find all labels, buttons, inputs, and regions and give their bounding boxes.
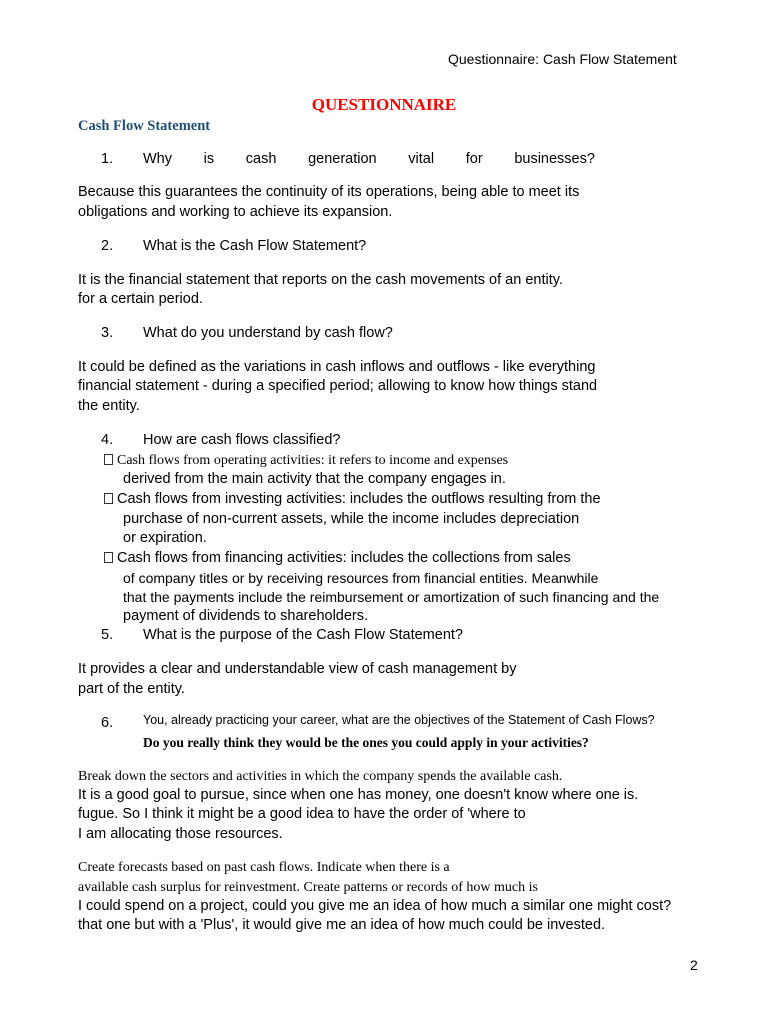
answer-line: the entity. (78, 398, 140, 414)
question-number: 6. (101, 715, 114, 731)
answer-line: It provides a clear and understandable view of cash management by (78, 661, 517, 677)
question-1-text (143, 150, 595, 169)
question-number: 1. (101, 151, 114, 167)
answer-line: fugue. So I think it might be a good idea to have the order of 'where to (78, 806, 526, 822)
checkbox-bullet-icon (104, 454, 113, 465)
question-word: generation (308, 151, 377, 167)
answer-line: for a certain period. (78, 291, 203, 307)
answer-line: that one but with a 'Plus', it would give me an idea of how much could be invested. (78, 917, 606, 933)
bullet-continuation: purchase of non-current assets, while the income includes depreciation (123, 511, 580, 527)
question-2-text: What is the Cash Flow Statement? (143, 238, 367, 254)
question-5-text: What is the purpose of the Cash Flow Statement? (143, 627, 463, 643)
question-number: 4. (101, 432, 114, 448)
answer-line: I am allocating those resources. (78, 826, 283, 842)
question-number: 5. (101, 627, 114, 643)
checkbox-bullet-icon (104, 552, 113, 563)
bullet-continuation: or expiration. (123, 530, 207, 546)
question-4-text: How are cash flows classified? (143, 432, 341, 448)
bullet-item: Cash flows from financing activities: includes the collections from sales (104, 549, 571, 568)
answer-line: Create forecasts based on past cash flows. Indicate when there is a (78, 860, 450, 875)
section-subtitle: Cash Flow Statement (78, 118, 211, 134)
question-word: vital (408, 151, 435, 167)
question-6-line-1: You, already practicing your career, what are the objectives of the Statement of Cash Flows? (143, 713, 655, 727)
running-header: Questionnaire: Cash Flow Statement (448, 51, 677, 67)
bullet-continuation: of company titles or by receiving resources from financial entities. Meanwhile (123, 570, 599, 586)
bullet-item: Cash flows from operating activities: it refers to income and expenses (104, 451, 508, 470)
question-word: businesses? (514, 151, 595, 167)
answer-line: part of the entity. (78, 681, 185, 697)
answer-line: Because this guarantees the continuity of its operations, being able to meet its (78, 184, 580, 200)
bullet-item: Cash flows from investing activities: includes the outflows resulting from the (104, 490, 601, 509)
page-title: QUESTIONNAIRE (311, 95, 457, 114)
answer-line: financial statement - during a specified period; allowing to know how things stand (78, 378, 598, 394)
question-word: cash (245, 151, 277, 167)
answer-line: Break down the sectors and activities in which the company spends the available cash. (78, 769, 563, 784)
page-number: 2 (690, 957, 698, 973)
question-number: 3. (101, 325, 114, 341)
answer-line: It is a good goal to pursue, since when one has money, one doesn't know where one is. (78, 787, 639, 803)
answer-line: It could be defined as the variations in cash inflows and outflows - like everything (78, 359, 596, 375)
bullet-continuation: that the payments include the reimbursement or amortization of such financing and the (123, 589, 660, 605)
question-3-text: What do you understand by cash flow? (143, 325, 393, 341)
answer-line: obligations and working to achieve its expansion. (78, 204, 393, 220)
answer-line: It is the financial statement that reports on the cash movements of an entity. (78, 272, 563, 288)
answer-line: I could spend on a project, could you give me an idea of how much a similar one might cost? (78, 898, 672, 914)
checkbox-bullet-icon (104, 493, 113, 504)
question-word: Why (143, 151, 172, 167)
answer-line: available cash surplus for reinvestment. Create patterns or records of how much is (78, 880, 538, 895)
question-6-line-2: Do you really think they would be the ones you could apply in your activities? (143, 735, 589, 750)
bullet-continuation: payment of dividends to shareholders. (123, 608, 369, 624)
question-word: for (465, 151, 483, 167)
question-number: 2. (101, 238, 114, 254)
question-word: is (203, 151, 215, 167)
bullet-continuation: derived from the main activity that the company engages in. (123, 471, 506, 487)
